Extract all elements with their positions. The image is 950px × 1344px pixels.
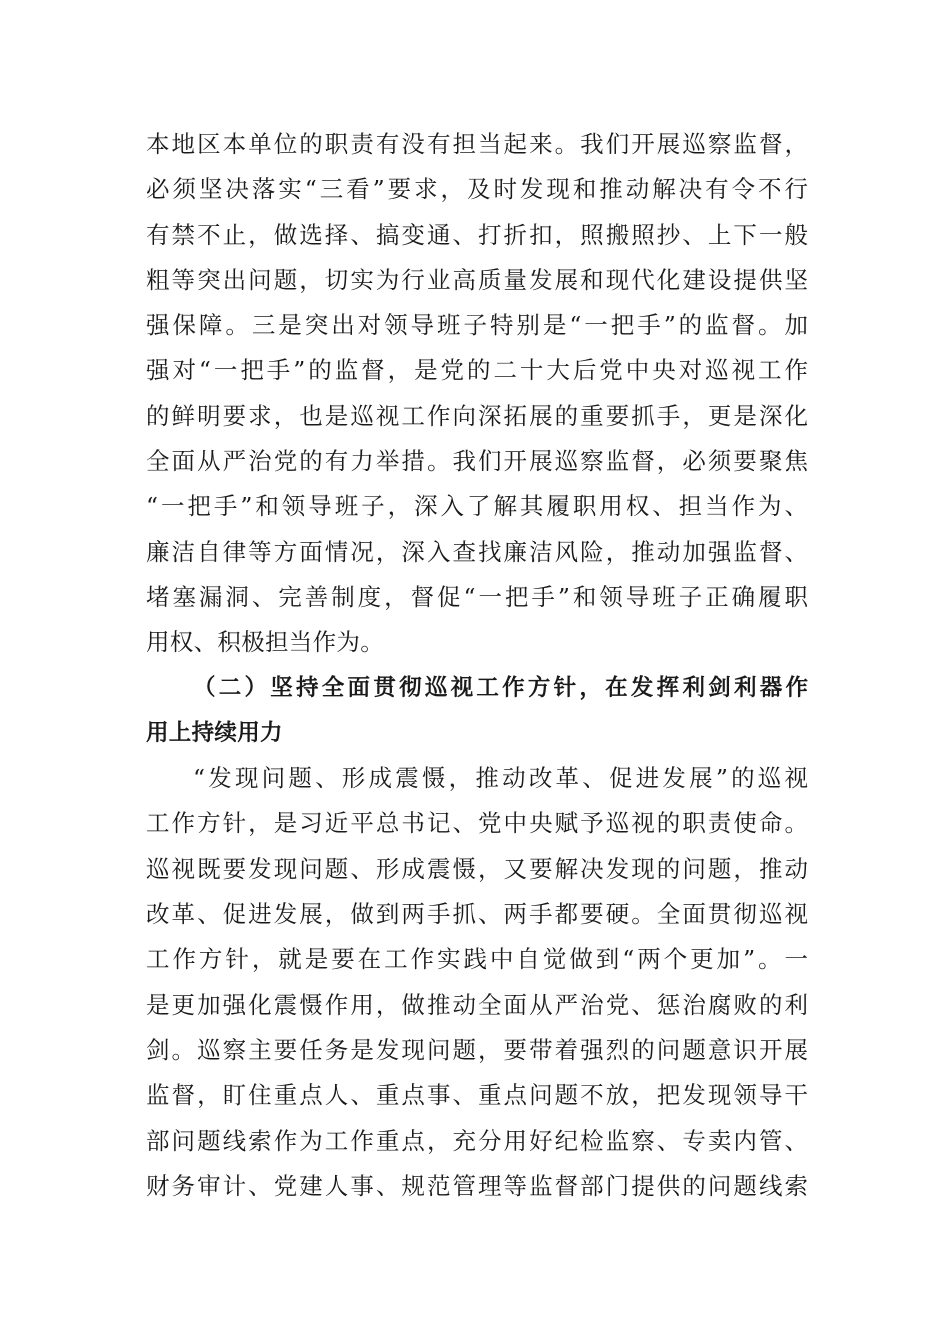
text-line: 全面从严治党的有力举措。我们开展巡察监督，必须要聚焦 <box>146 447 808 476</box>
text-line: 是更加强化震慑作用，做推动全面从严治党、惩治腐败的利 <box>146 990 808 1019</box>
text-line: 用权、积极担当作为。 <box>146 628 384 657</box>
text-line: 强对“一把手”的监督，是党的二十大后党中央对巡视工作 <box>146 356 808 385</box>
text-line: 工作方针，是习近平总书记、党中央赋予巡视的职责使命。 <box>146 809 808 838</box>
text-line: 工作方针，就是要在工作实践中自觉做到“两个更加”。一 <box>146 945 808 974</box>
body-text <box>146 122 808 1209</box>
text-line: 粗等突出问题，切实为行业高质量发展和现代化建设提供坚 <box>146 265 808 294</box>
text-line: 剑。巡察主要任务是发现问题，要带着强烈的问题意识开展 <box>146 1035 808 1064</box>
text-line: 必须坚决落实“三看”要求，及时发现和推动解决有令不行 <box>146 175 808 204</box>
text-line: 有禁不止，做选择、搞变通、打折扣，照搬照抄、上下一般 <box>146 220 808 249</box>
text-line: 监督，盯住重点人、重点事、重点问题不放，把发现领导干 <box>146 1081 808 1110</box>
text-line: 财务审计、党建人事、规范管理等监督部门提供的问题线索 <box>146 1171 808 1200</box>
text-line: 强保障。三是突出对领导班子特别是“一把手”的监督。加 <box>146 311 808 340</box>
text-line: 改革、促进发展，做到两手抓、两手都要硬。全面贯彻巡视 <box>146 900 808 929</box>
text-line: 堵塞漏洞、完善制度，督促“一把手”和领导班子正确履职 <box>146 582 808 611</box>
section-heading: （二）坚持全面贯彻巡视工作方针，在发挥利剑利器作 <box>193 674 808 701</box>
text-line: “发现问题、形成震慑，推动改革、促进发展”的巡视 <box>193 764 808 793</box>
text-line: “一把手”和领导班子，深入了解其履职用权、担当作为、 <box>146 492 808 521</box>
text-line: 部问题线索作为工作重点，充分用好纪检监察、专卖内管、 <box>146 1126 808 1155</box>
text-line: 巡视既要发现问题、形成震慑，又要解决发现的问题，推动 <box>146 854 808 883</box>
section-heading-continued: 用上持续用力 <box>146 719 283 746</box>
text-line: 本地区本单位的职责有没有担当起来。我们开展巡察监督， <box>146 130 808 158</box>
text-line: 廉洁自律等方面情况，深入查找廉洁风险，推动加强监督、 <box>146 537 808 566</box>
text-line: 的鲜明要求，也是巡视工作向深拓展的重要抓手，更是深化 <box>146 401 808 430</box>
